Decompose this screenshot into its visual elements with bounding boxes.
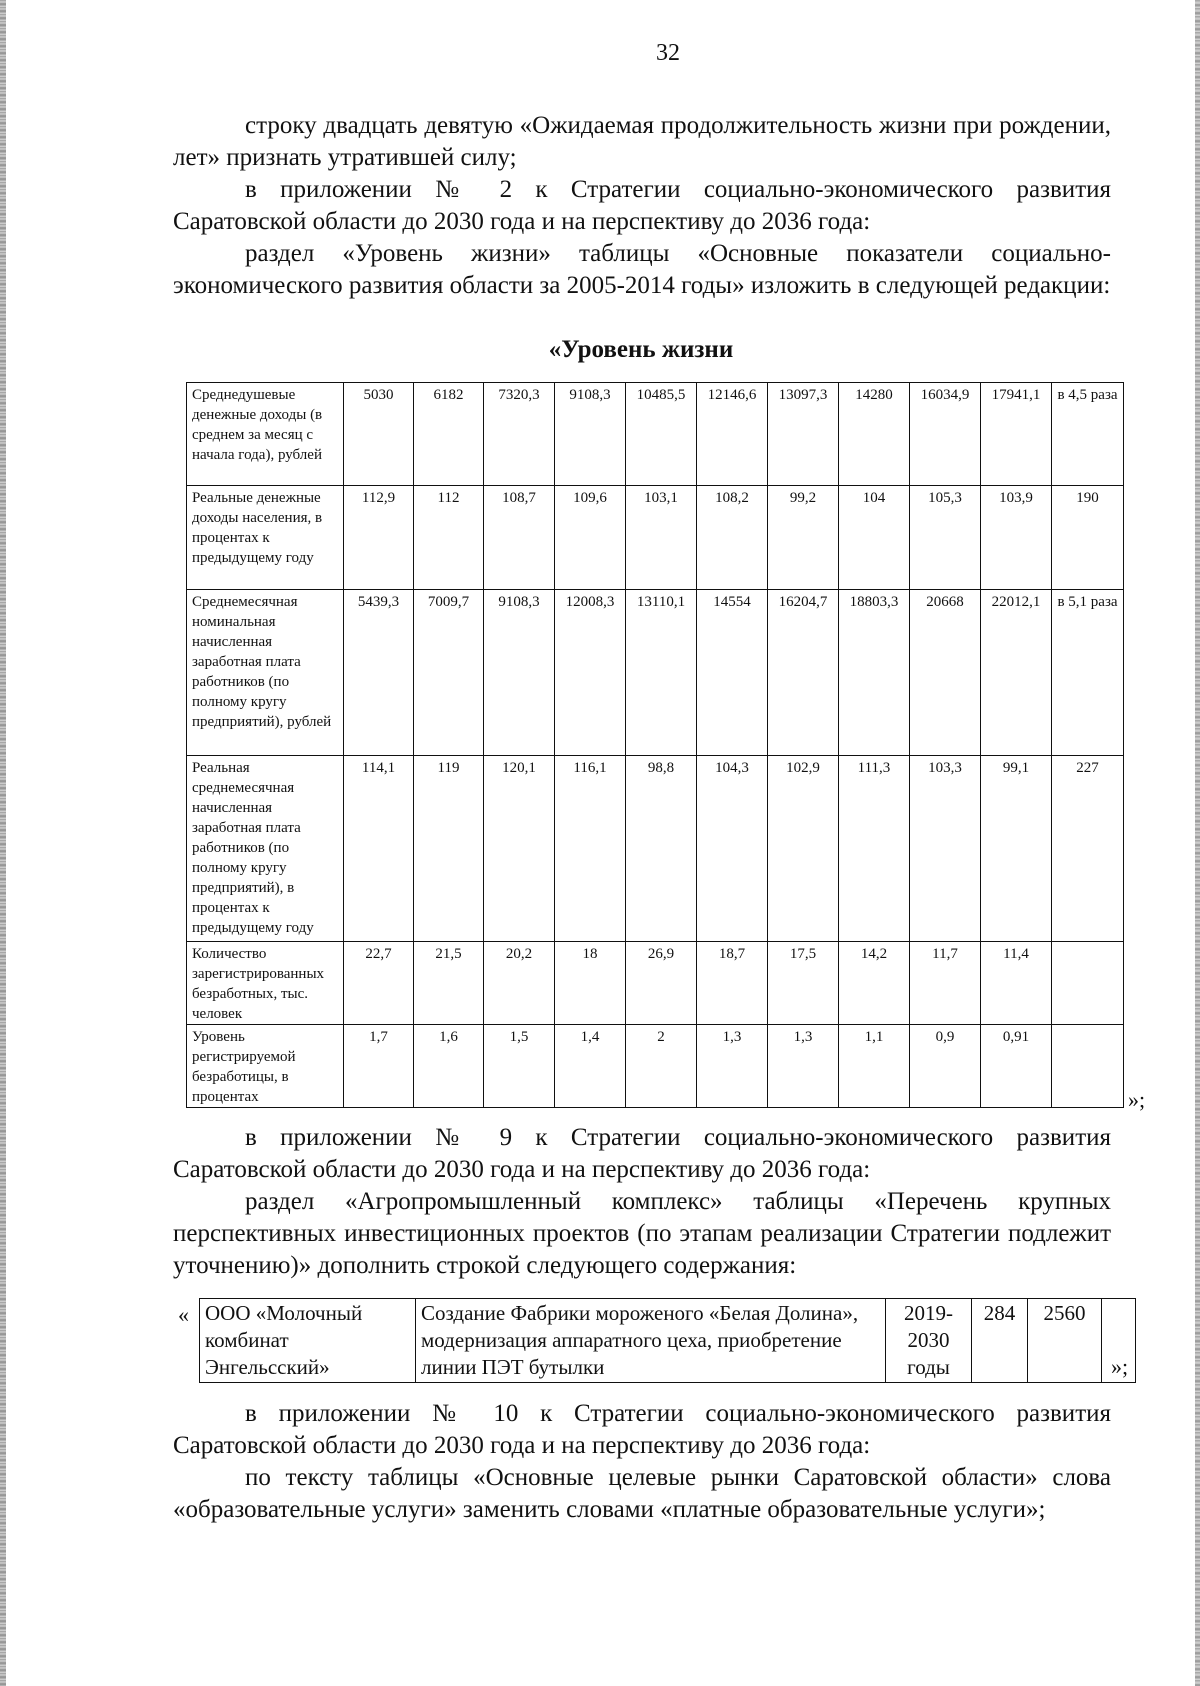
indicator-value: 1,5 [484,1025,555,1108]
indicator-value: 108,7 [484,486,555,590]
indicator-value: 13110,1 [626,590,697,756]
indicator-value: 5030 [344,383,414,486]
indicator-value: 21,5 [414,942,484,1025]
indicator-value: 190 [1052,486,1124,590]
indicator-value: 227 [1052,756,1124,942]
project-description: Создание Фабрики мороженого «Белая Долина», модернизация аппаратного цеха, приобретение линии ПЭТ бутылки [416,1299,886,1383]
indicator-value: 7320,3 [484,383,555,486]
indicator-row [187,942,1124,1025]
indicator-value [1052,942,1124,1025]
indicator-value: 18,7 [697,942,768,1025]
indicator-value: 11,4 [981,942,1052,1025]
indicator-value: 98,8 [626,756,697,942]
indicator-label: Уровень регистрируемой безработицы, в процентах [187,1025,344,1108]
indicator-value: в 4,5 раза [1052,383,1124,486]
indicator-value: 0,9 [910,1025,981,1108]
indicator-value: 22,7 [344,942,414,1025]
indicator-value: 20,2 [484,942,555,1025]
indicator-value: 112 [414,486,484,590]
indicator-value: 108,2 [697,486,768,590]
page-number: 32 [656,40,680,66]
indicator-value: 1,6 [414,1025,484,1108]
indicator-value: 17,5 [768,942,839,1025]
indicator-label: Реальная среднемесячная начисленная заработная плата работников (по полному кругу предприятий), в процентах к предыдущему году [187,756,344,942]
scan-edge-left [0,0,6,1686]
indicator-value: 10485,5 [626,383,697,486]
paragraph-appendix-9: в приложении № 9 к Стратегии социально-экономического развития Саратовской области до 2030 года и на перспективу до 2036 года: [173,1124,1111,1183]
indicator-value: 14554 [697,590,768,756]
paragraph-appendix-10: в приложении № 10 к Стратегии социально-экономического развития Саратовской области до 2030 года и на перспективу до 2036 года: [173,1400,1111,1459]
indicator-row [187,590,1124,756]
indicator-value: 18803,3 [839,590,910,756]
scan-edge-right [1195,0,1200,1686]
paragraph-section-agro: раздел «Агропромышленный комплекс» таблицы «Перечень крупных перспективных инвестиционных проектов (по этапам реализации Стратегии подлежит уточнению)» дополнить строкой следующего содержания: [173,1188,1111,1279]
indicator-value: 1,3 [768,1025,839,1108]
indicator-label: Среднемесячная номинальная начисленная заработная плата работников (по полному кругу предприятий), рублей [187,590,344,756]
indicator-value: 104,3 [697,756,768,942]
indicator-value: 1,3 [697,1025,768,1108]
indicator-value: 114,1 [344,756,414,942]
indicator-value: 105,3 [910,486,981,590]
indicator-value: 116,1 [555,756,626,942]
project-value-1: 284 [972,1299,1028,1383]
indicator-label: Реальные денежные доходы населения, в процентах к предыдущему году [187,486,344,590]
indicator-value: 112,9 [344,486,414,590]
indicator-value: 11,7 [910,942,981,1025]
indicator-value: в 5,1 раза [1052,590,1124,756]
indicator-value: 14280 [839,383,910,486]
indicator-value: 12146,6 [697,383,768,486]
indicator-value: 16034,9 [910,383,981,486]
project-value-2: 2560 [1028,1299,1102,1383]
paragraph-section-living-standard: раздел «Уровень жизни» таблицы «Основные показатели социально-экономического развития области за 2005-2014 годы» изложить в следующей редакции: [173,240,1111,299]
project-row [200,1299,1136,1383]
paragraph-target-markets: по тексту таблицы «Основные целевые рынки Саратовской области» слова «образовательные услуги» заменить словами «платные образовательные услуги»; [173,1464,1111,1523]
paragraph-appendix-2: в приложении № 2 к Стратегии социально-экономического развития Саратовской области до 2030 года и на перспективу до 2036 года: [173,176,1111,235]
table-closing-quote: »; [1128,1087,1146,1112]
indicator-value: 111,3 [839,756,910,942]
indicator-row [187,1025,1124,1108]
project-open-quote: « [178,1302,189,1327]
indicator-value: 20668 [910,590,981,756]
indicator-value: 1,7 [344,1025,414,1108]
indicator-value: 16204,7 [768,590,839,756]
indicator-value: 9108,3 [555,383,626,486]
indicator-value: 99,1 [981,756,1052,942]
indicator-value: 22012,1 [981,590,1052,756]
indicator-value: 13097,3 [768,383,839,486]
indicator-value: 7009,7 [414,590,484,756]
indicator-label: Количество зарегистрированных безработных, тыс. человек [187,942,344,1025]
indicator-value [1052,1025,1124,1108]
indicator-row [187,383,1124,486]
indicator-value: 103,1 [626,486,697,590]
indicator-value: 5439,3 [344,590,414,756]
indicator-value: 1,4 [555,1025,626,1108]
indicator-value: 102,9 [768,756,839,942]
indicator-value: 18 [555,942,626,1025]
paragraph-line-29: строку двадцать девятую «Ожидаемая продолжительность жизни при рождении, лет» признать утратившей силу; [173,112,1111,171]
indicator-value: 120,1 [484,756,555,942]
project-period: 2019-2030 годы [886,1299,972,1383]
project-closing-quote: »; [1111,1354,1129,1379]
indicator-label: Среднедушевые денежные доходы (в среднем за месяц с начала года), рублей [187,383,344,486]
indicator-value: 104 [839,486,910,590]
indicators-table [186,382,1124,1108]
project-company: ООО «Молочный комбинат Энгельсский» [200,1299,416,1383]
indicator-value: 26,9 [626,942,697,1025]
indicator-value: 2 [626,1025,697,1108]
table-title: «Уровень жизни [548,336,734,363]
indicator-value: 99,2 [768,486,839,590]
indicator-value: 103,3 [910,756,981,942]
indicator-row [187,486,1124,590]
indicator-value: 119 [414,756,484,942]
indicator-value: 0,91 [981,1025,1052,1108]
indicator-value: 103,9 [981,486,1052,590]
indicator-value: 14,2 [839,942,910,1025]
indicator-value: 17941,1 [981,383,1052,486]
project-table [199,1298,1136,1383]
indicator-value: 1,1 [839,1025,910,1108]
indicator-value: 9108,3 [484,590,555,756]
indicator-row [187,756,1124,942]
indicator-value: 6182 [414,383,484,486]
indicator-value: 12008,3 [555,590,626,756]
indicator-value: 109,6 [555,486,626,590]
